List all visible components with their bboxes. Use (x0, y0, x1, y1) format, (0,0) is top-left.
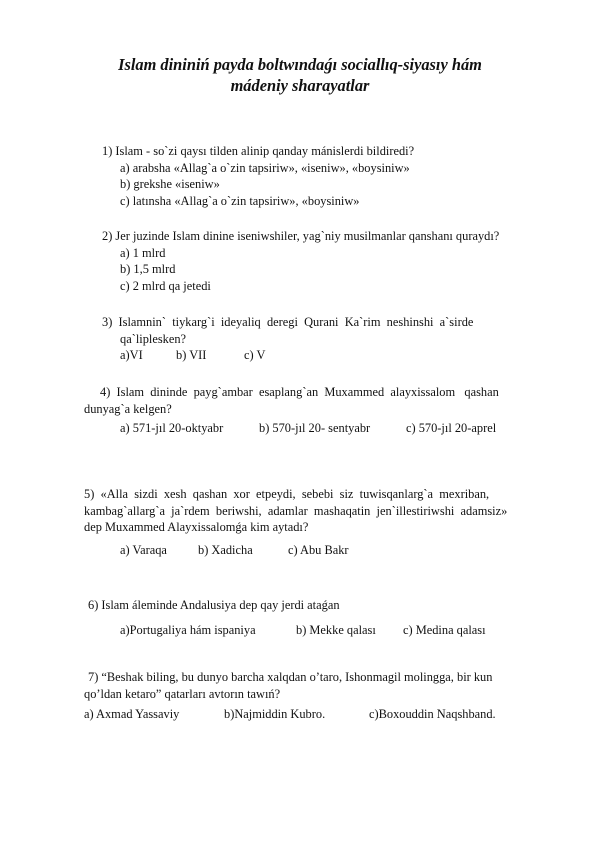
question-4-option-a: a) 571-jıl 20-oktyabr (120, 421, 224, 435)
question-5-option-c: c) Abu Bakr (288, 542, 349, 557)
question-6-options (88, 622, 554, 639)
question-2 (102, 228, 499, 294)
question-2-option-c: c) 2 mlrd qa jetedi (120, 278, 211, 293)
question-3-options (120, 347, 554, 364)
question-7-text-line-1: 7) “Beshak biling, bu dunyo barcha xalqdan o’taro, Ishonmagil molingga, bir kun (88, 670, 493, 684)
question-3-text-line-1: 3) Islamnin` tiykarg`i ideyaliq deregi Qurani Ka`rim neshinshi a`sirde (102, 315, 474, 329)
question-1-option-a: a) arabsha «Allag`a o`zin tapsiriw», «iseniw», «boysiniw» (120, 160, 410, 175)
title-line-2: mádeniy sharayatlar (230, 76, 370, 95)
question-4-option-c: c) 570-jıl 20-aprel (406, 421, 497, 435)
question-7-option-c: c)Boxouddin Naqshband. (369, 707, 496, 721)
question-2-option-b: b) 1,5 mlrd (120, 262, 176, 276)
question-6 (88, 597, 554, 638)
question-7-option-a: a) Axmad Yassaviy (84, 707, 180, 721)
question-1-text: 1) Islam - so`zi qaysı tilden alinip qanday mánislerdi bildiredi? (102, 144, 415, 158)
question-1 (102, 143, 414, 209)
question-5-text-line-2: kambag`allarg`a ja`rdem beriwshi, adamlar mashaqatin jen`illestiriwshi adamsiz» (84, 503, 508, 518)
question-6-option-c: c) Medina qalası (403, 622, 486, 637)
question-7-options (84, 706, 554, 723)
question-1-option-b: b) grekshe «iseniw» (120, 177, 220, 191)
question-6-option-a: a)Portugaliya hám ispaniya (120, 622, 256, 637)
page-title (90, 54, 510, 96)
question-3-text-line-2: qa`liplesken? (120, 331, 187, 346)
question-3-option-a: a)VI (120, 348, 143, 362)
question-3-option-b: b) VII (176, 348, 207, 362)
question-4-text-line-1: 4) Islam dininde payg`ambar esaplang`an Muxammed alayxissalom qashan (100, 385, 499, 399)
question-3 (102, 314, 554, 364)
question-5-text-line-3: dep Muxammed Alayxissalomǵa kim aytadı? (84, 520, 309, 534)
question-6-option-b: b) Mekke qalası (296, 622, 376, 637)
question-6-text: 6) Islam áleminde Andalusiya dep qay jerdi ataǵan (88, 598, 340, 612)
question-7 (84, 669, 554, 723)
question-5-text-line-1: 5) «Alla sizdi xesh qashan xor etpeydi, sebebi siz tuwisqanlarg`a mexriban, (84, 487, 490, 501)
question-7-option-b: b)Najmiddin Kubro. (224, 707, 326, 721)
question-4-options (84, 420, 554, 437)
question-4-option-b: b) 570-jıl 20- sentyabr (259, 421, 371, 435)
question-5-option-b: b) Xadicha (198, 542, 253, 557)
question-4 (84, 384, 554, 437)
question-5 (84, 486, 554, 558)
title-line-1: Islam dininiń payda boltwındaǵı sociallıq-siyasıy hám (118, 55, 482, 74)
question-2-option-a: a) 1 mlrd (120, 245, 166, 260)
question-7-text-line-2: qo’ldan ketaro” qatarları avtorın tawıń? (84, 686, 281, 701)
question-2-text: 2) Jer juzinde Islam dinine iseniwshiler, yag`niy musilmanlar qanshanı quraydı? (102, 229, 500, 243)
question-4-text-line-2: dunyag`a kelgen? (84, 401, 172, 416)
question-5-option-a: a) Varaqa (120, 542, 167, 557)
question-1-option-c: c) latınsha «Allag`a o`zin tapsiriw», «boysiniw» (120, 193, 360, 208)
question-5-options (84, 542, 554, 559)
question-3-option-c: c) V (244, 348, 266, 362)
